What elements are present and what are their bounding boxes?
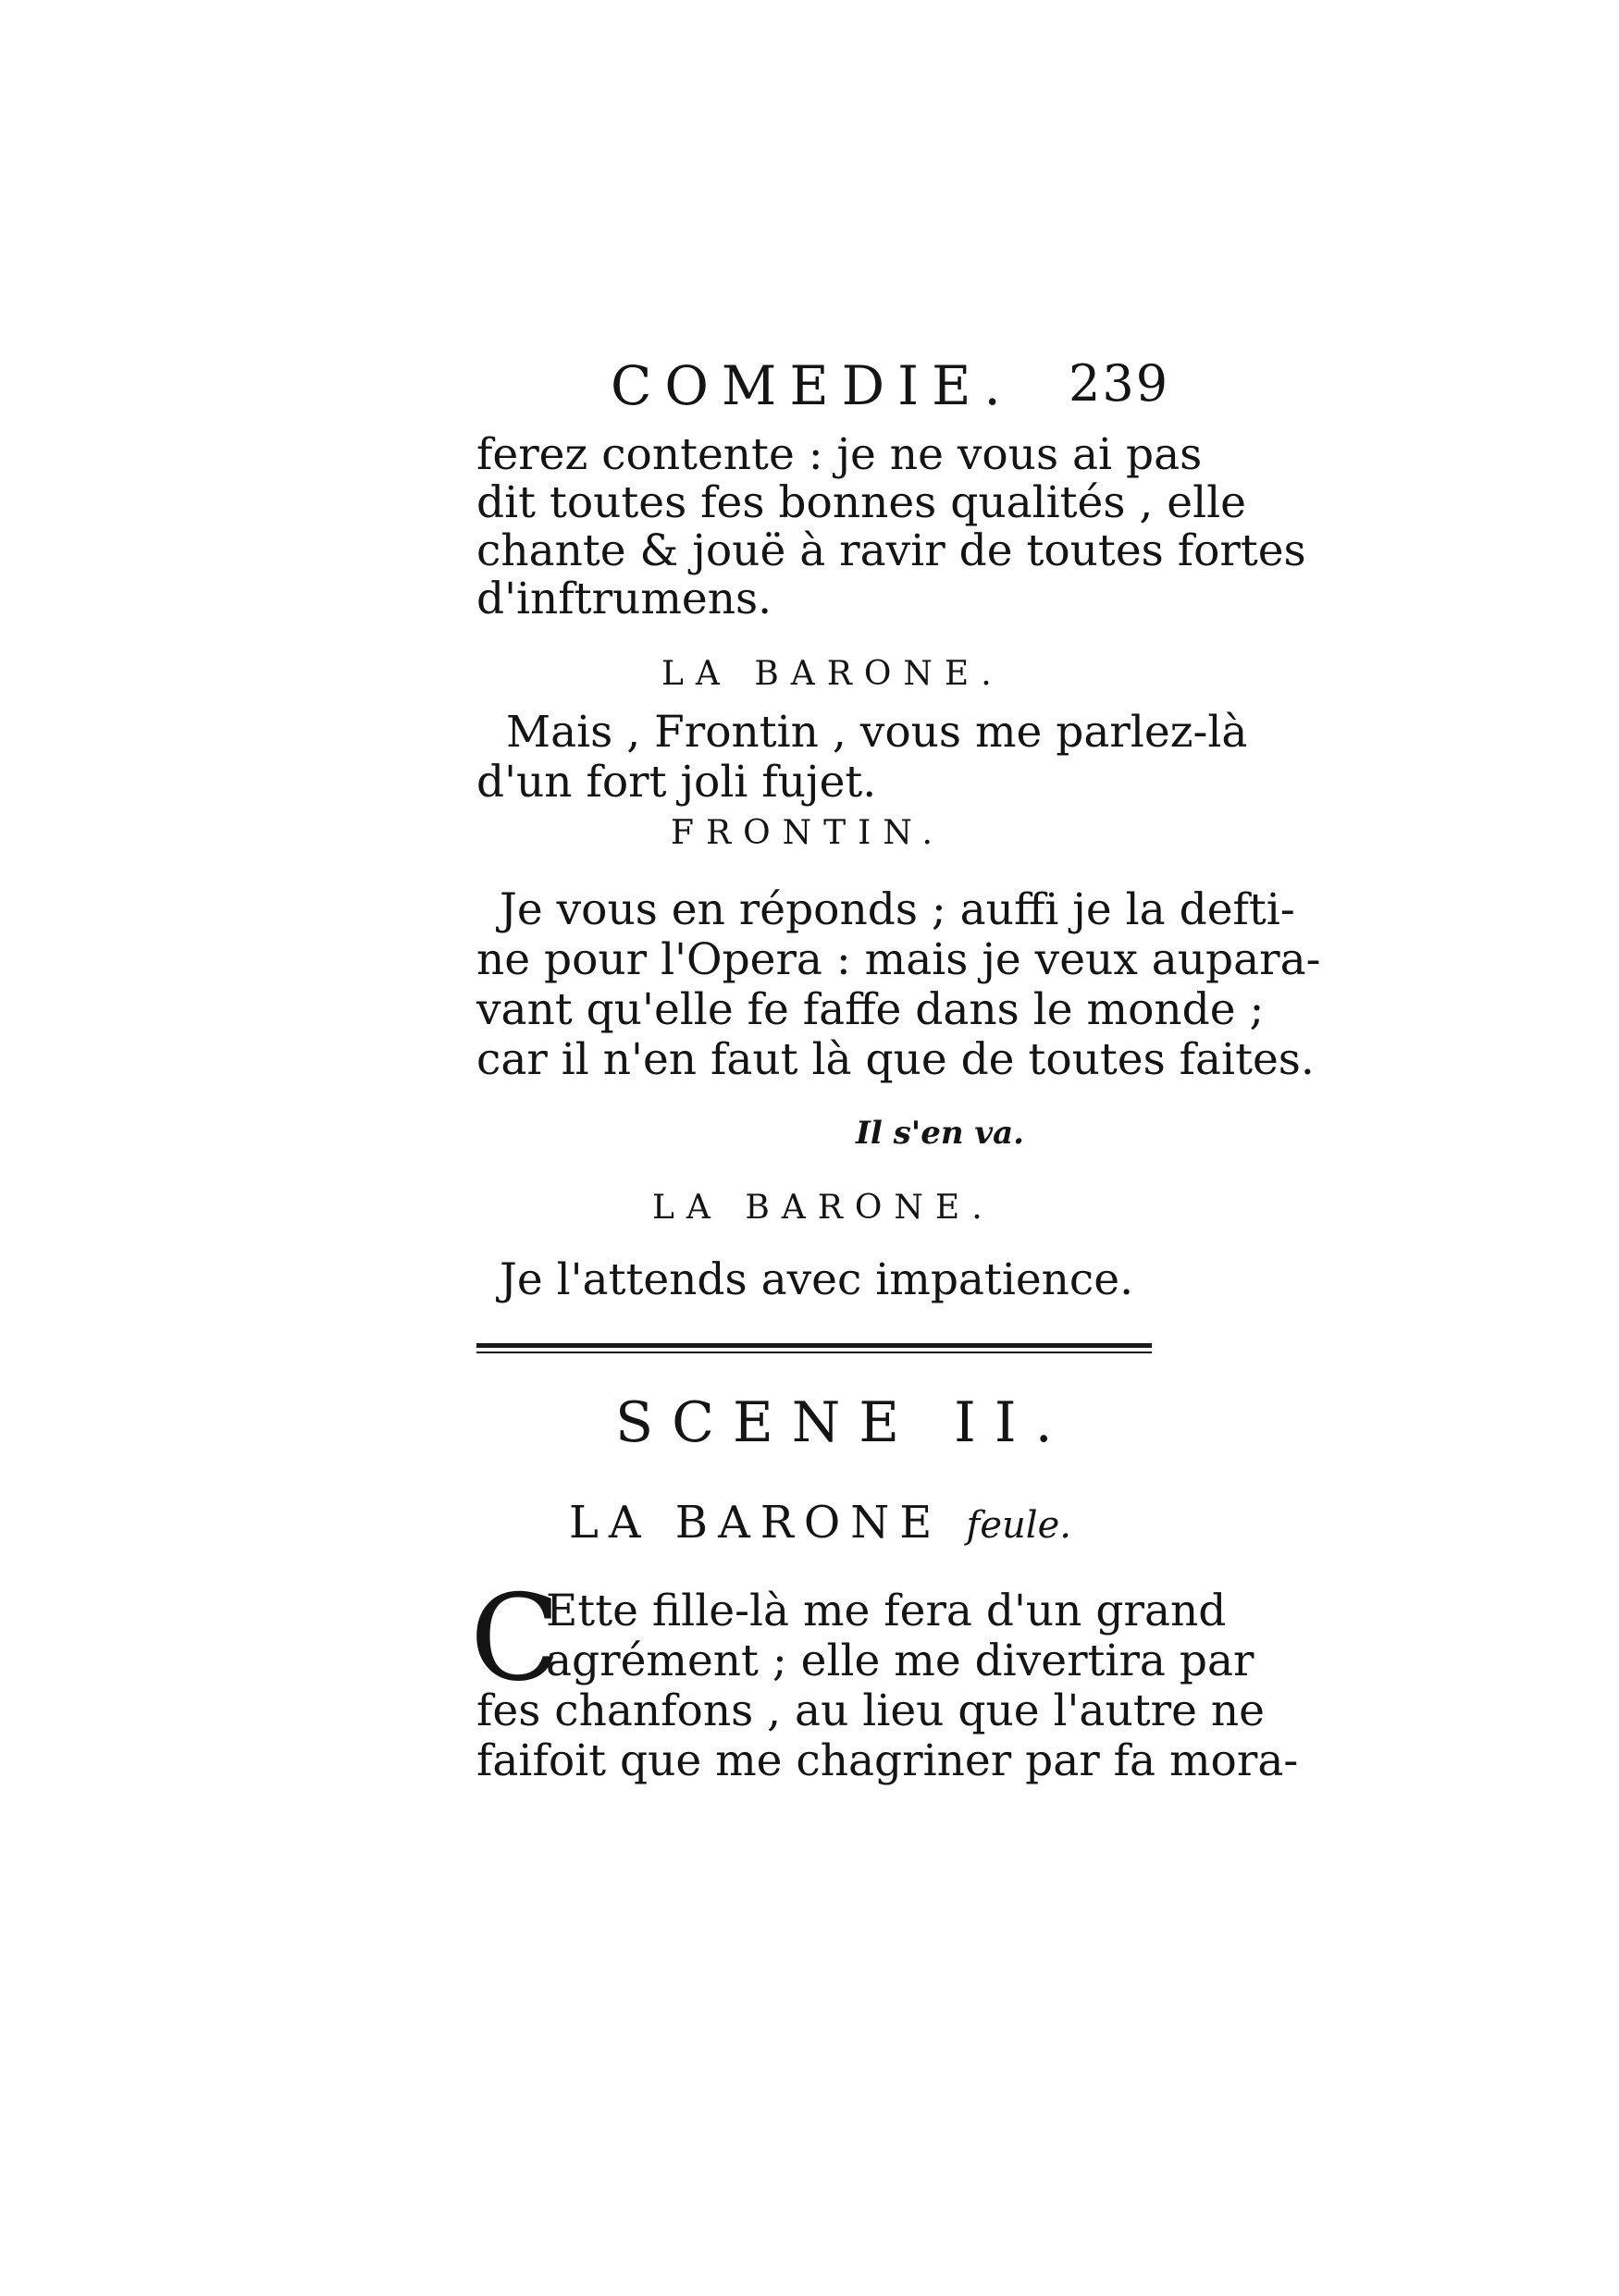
speaker-name: LA BARONE. [652, 1189, 995, 1227]
text-line: ne pour l'Opera : mais je veux aupara- [476, 934, 1321, 985]
text-line: Mais , Frontin , vous me parlez-là [506, 707, 1248, 758]
text-line: dit toutes fes bonnes qualités , elle [476, 477, 1247, 528]
text-line: car il n'en faut là que de toutes faites. [476, 1034, 1315, 1085]
text-line: d'inftrumens. [476, 574, 772, 624]
speaker-name: FRONTIN. [671, 814, 945, 852]
scene-title: SCENE II. [615, 1390, 1071, 1455]
scene-character-name: LA BARONE [569, 1497, 943, 1549]
running-title: COMEDIE. [611, 354, 1014, 417]
text-line: fes chanfons , au lieu que l'autre ne [476, 1685, 1265, 1736]
stage-direction: Il s'en va. [856, 1115, 1025, 1152]
drop-cap: C [470, 1570, 561, 1708]
text-line: faifoit que me chagriner par fa mora- [476, 1735, 1299, 1786]
text-line: Je vous en réponds ; auffi je la defti- [500, 884, 1295, 935]
section-rule [476, 1343, 1152, 1348]
text-line: vant qu'elle fe faffe dans le monde ; [476, 984, 1265, 1035]
speaker-name: LA BARONE. [661, 655, 1004, 693]
section-rule-thin [476, 1352, 1152, 1353]
text-line: ferez contente : je ne vous ai pas [476, 429, 1203, 480]
scene-character [569, 1497, 1071, 1549]
text-line: Ette fille-là me fera d'un grand [546, 1586, 1227, 1636]
scene-character-note: feule. [966, 1504, 1071, 1547]
page-number: 239 [1069, 354, 1170, 413]
text-line: d'un fort joli fujet. [476, 757, 877, 808]
text-line: chante & jouë à ravir de toutes fortes [476, 525, 1306, 576]
text-line: Je l'attends avec impatience. [500, 1254, 1134, 1305]
text-line: agrément ; elle me divertira par [546, 1636, 1254, 1686]
